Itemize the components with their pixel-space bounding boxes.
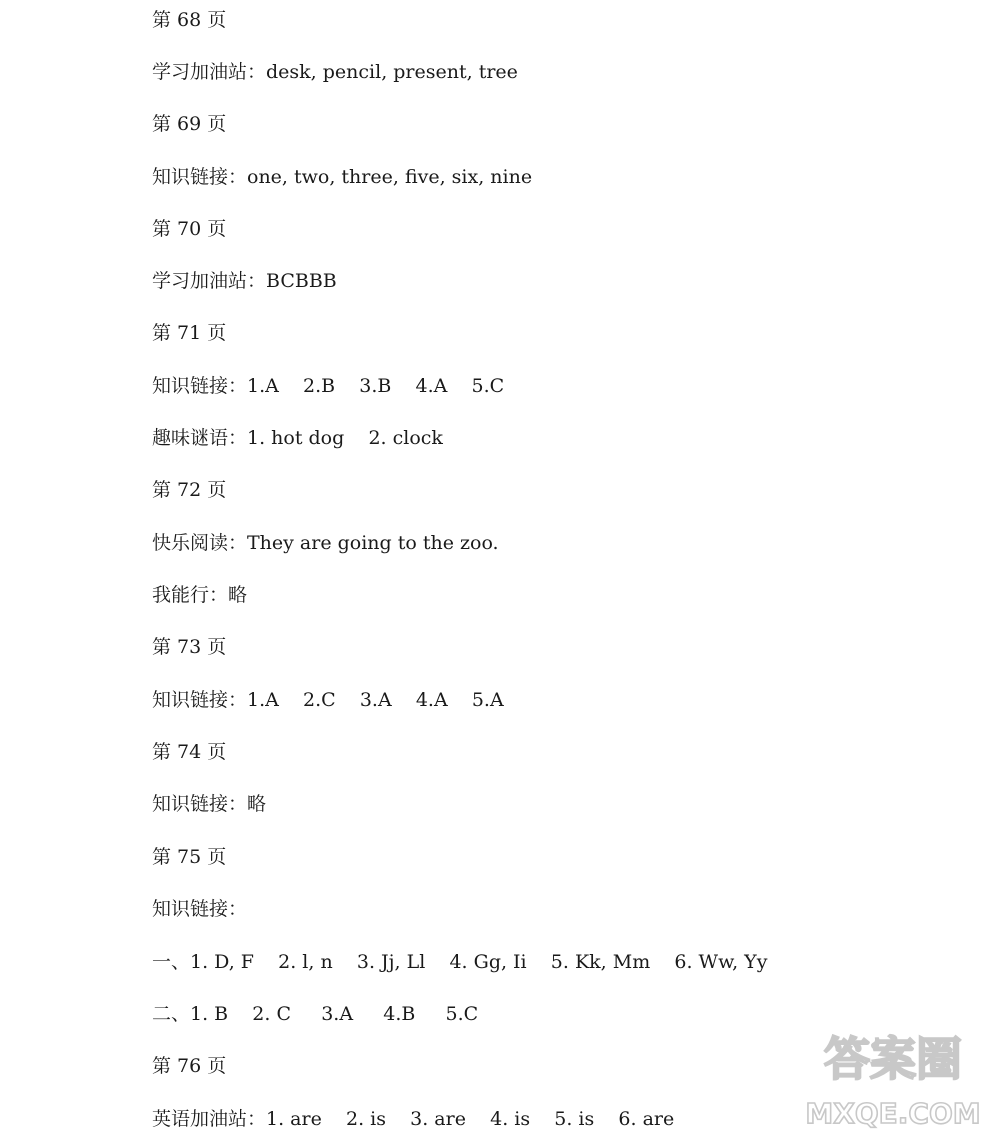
answer-line: 知识链接：1.A 2.C 3.A 4.A 5.A (152, 689, 504, 711)
answer-line: 学习加油站：desk, pencil, present, tree (152, 61, 518, 83)
page-heading-76: 第 76 页 (152, 1055, 227, 1077)
answer-line: 快乐阅读：They are going to the zoo. (152, 532, 499, 554)
page-heading-75: 第 75 页 (152, 846, 227, 868)
answer-line: 我能行：略 (152, 584, 248, 606)
page-heading-74: 第 74 页 (152, 741, 227, 763)
answer-line: 英语加油站：1. are 2. is 3. are 4. is 5. is 6. are (152, 1108, 675, 1130)
watermark-top-text: 答案圈 (824, 1032, 962, 1086)
page-heading-73: 第 73 页 (152, 636, 227, 658)
page-heading-72: 第 72 页 (152, 479, 227, 501)
answer-line: 一、1. D, F 2. l, n 3. Jj, Ll 4. Gg, Ii 5. Kk, Mm 6. Ww, Yy (152, 951, 768, 973)
page-heading-69: 第 69 页 (152, 113, 227, 135)
answer-line: 知识链接：略 (152, 793, 267, 815)
answer-line: 知识链接：one, two, three, five, six, nine (152, 166, 533, 188)
watermark-bottom-text: MXQE.COM (805, 1097, 981, 1130)
answer-line: 二、1. B 2. C 3.A 4.B 5.C (152, 1003, 479, 1025)
answer-line: 学习加油站：BCBBB (152, 270, 337, 292)
watermark-logo (798, 1023, 988, 1133)
page-heading-70: 第 70 页 (152, 218, 227, 240)
answer-line: 趣味谜语：1. hot dog 2. clock (152, 427, 443, 449)
answer-line: 知识链接：1.A 2.B 3.B 4.A 5.C (152, 375, 505, 397)
answer-line: 知识链接： (152, 898, 248, 920)
page-heading-68: 第 68 页 (152, 9, 227, 31)
page-heading-71: 第 71 页 (152, 322, 227, 344)
